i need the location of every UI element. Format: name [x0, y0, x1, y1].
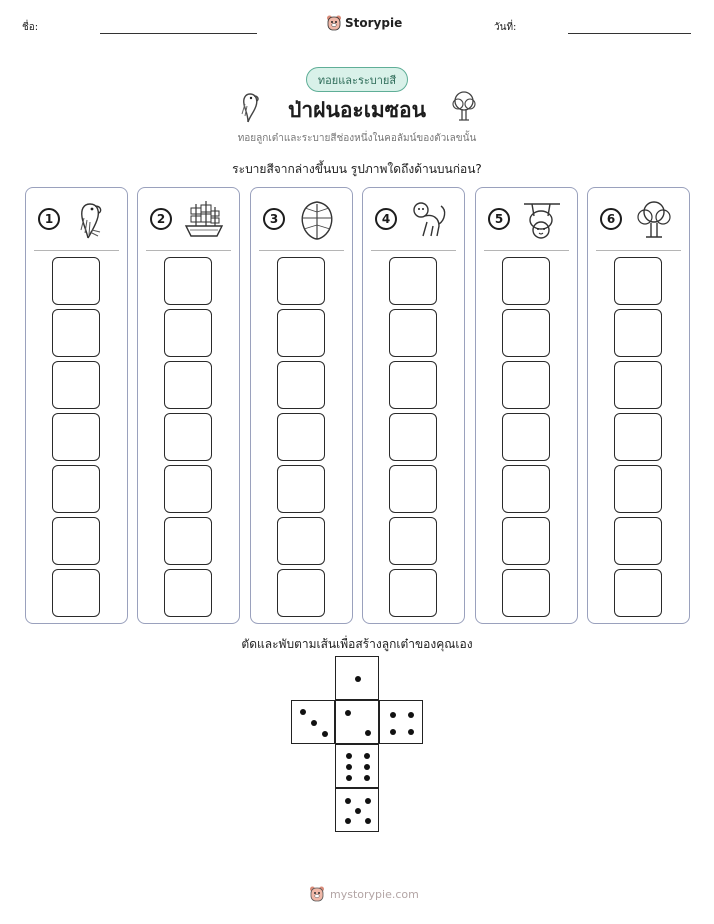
pip [345, 818, 351, 824]
column-header [588, 188, 689, 250]
column-number: 4 [375, 208, 397, 230]
pip [390, 729, 396, 735]
pip [364, 775, 370, 781]
pip [365, 730, 371, 736]
pip [408, 729, 414, 735]
color-box[interactable] [277, 569, 325, 617]
name-label: ชื่อ: [22, 22, 39, 33]
sloth-icon [520, 198, 564, 242]
color-box[interactable] [614, 569, 662, 617]
color-box[interactable] [52, 569, 100, 617]
color-box[interactable] [502, 257, 550, 305]
cut-instruction: ตัดและพับตามเส้นเพื่อสร้างลูกเต๋าของคุณเอง [241, 637, 473, 651]
die-face-4 [379, 700, 423, 744]
color-box[interactable] [614, 257, 662, 305]
color-box[interactable] [614, 361, 662, 409]
column-4 [362, 187, 465, 624]
column-3 [250, 187, 353, 624]
pip [365, 798, 371, 804]
color-box[interactable] [164, 413, 212, 461]
brand-logo [326, 13, 402, 33]
bear-logo-icon [308, 885, 326, 903]
column-number: 1 [38, 208, 60, 230]
pip [408, 712, 414, 718]
column-header [476, 188, 577, 250]
activity-badge: ทอยและระบายสี [306, 67, 408, 92]
color-box[interactable] [164, 569, 212, 617]
die-face-5 [335, 788, 379, 832]
color-box[interactable] [277, 257, 325, 305]
die-face-1 [335, 656, 379, 700]
die-face-6 [335, 744, 379, 788]
color-box[interactable] [389, 257, 437, 305]
footer-url[interactable]: mystorypie.com [330, 887, 419, 901]
column-number: 6 [600, 208, 622, 230]
color-box[interactable] [502, 517, 550, 565]
monstera-leaf-icon [295, 198, 339, 242]
subtitle: ทอยลูกเต๋าและระบายสีช่องหนึ่งในคอลัมน์ของตัวเลขนั้น [237, 133, 477, 144]
column-divider [34, 250, 119, 251]
column-header [138, 188, 239, 250]
column-2 [137, 187, 240, 624]
date-line[interactable] [568, 33, 691, 34]
color-box[interactable] [277, 465, 325, 513]
tree-icon [632, 198, 676, 242]
pip [364, 753, 370, 759]
pip [300, 709, 306, 715]
color-box[interactable] [502, 309, 550, 357]
color-box[interactable] [277, 361, 325, 409]
color-box[interactable] [614, 465, 662, 513]
ship-icon [182, 198, 226, 242]
color-box[interactable] [389, 517, 437, 565]
color-box[interactable] [389, 465, 437, 513]
page-title: ป่าฝนอะเมซอน [288, 98, 426, 122]
pip [365, 818, 371, 824]
color-box[interactable] [52, 361, 100, 409]
color-box[interactable] [389, 569, 437, 617]
column-number: 5 [488, 208, 510, 230]
column-6 [587, 187, 690, 624]
tree-title-icon [449, 90, 479, 124]
pip [346, 775, 352, 781]
pip [355, 676, 361, 682]
parrot-icon [70, 198, 114, 242]
color-box[interactable] [277, 309, 325, 357]
color-box[interactable] [389, 361, 437, 409]
column-divider [259, 250, 344, 251]
footer [308, 885, 419, 903]
color-box[interactable] [164, 517, 212, 565]
pip [322, 731, 328, 737]
color-box[interactable] [52, 517, 100, 565]
monkey-icon [407, 198, 451, 242]
column-number: 3 [263, 208, 285, 230]
pip [390, 712, 396, 718]
color-box[interactable] [52, 257, 100, 305]
column-header [26, 188, 127, 250]
color-box[interactable] [277, 517, 325, 565]
bear-logo-icon [326, 14, 342, 32]
column-divider [371, 250, 456, 251]
column-1 [25, 187, 128, 624]
color-box[interactable] [164, 361, 212, 409]
die-face-3 [291, 700, 335, 744]
column-divider [596, 250, 681, 251]
color-box[interactable] [52, 465, 100, 513]
pip [346, 764, 352, 770]
color-box[interactable] [614, 517, 662, 565]
color-box[interactable] [164, 309, 212, 357]
column-header [363, 188, 464, 250]
die-face-2 [335, 700, 379, 744]
brand-name: Storypie [345, 16, 403, 30]
pip [364, 764, 370, 770]
color-box[interactable] [614, 309, 662, 357]
color-box[interactable] [277, 413, 325, 461]
pip [346, 753, 352, 759]
color-box[interactable] [164, 465, 212, 513]
color-box[interactable] [502, 465, 550, 513]
column-divider [484, 250, 569, 251]
pip [345, 798, 351, 804]
column-divider [146, 250, 231, 251]
pip [355, 808, 361, 814]
color-box[interactable] [52, 413, 100, 461]
date-label: วันที่: [494, 22, 517, 33]
instruction-text: ระบายสีจากล่างขึ้นบน รูปภาพใดถึงด้านบนก่อน? [232, 162, 482, 176]
column-number: 2 [150, 208, 172, 230]
pip [311, 720, 317, 726]
column-header [251, 188, 352, 250]
column-5 [475, 187, 578, 624]
name-line[interactable] [100, 33, 257, 34]
color-box[interactable] [502, 413, 550, 461]
color-box[interactable] [389, 413, 437, 461]
color-box[interactable] [164, 257, 212, 305]
color-box[interactable] [502, 569, 550, 617]
color-box[interactable] [52, 309, 100, 357]
color-box[interactable] [614, 413, 662, 461]
color-box[interactable] [502, 361, 550, 409]
pip [345, 710, 351, 716]
color-box[interactable] [389, 309, 437, 357]
